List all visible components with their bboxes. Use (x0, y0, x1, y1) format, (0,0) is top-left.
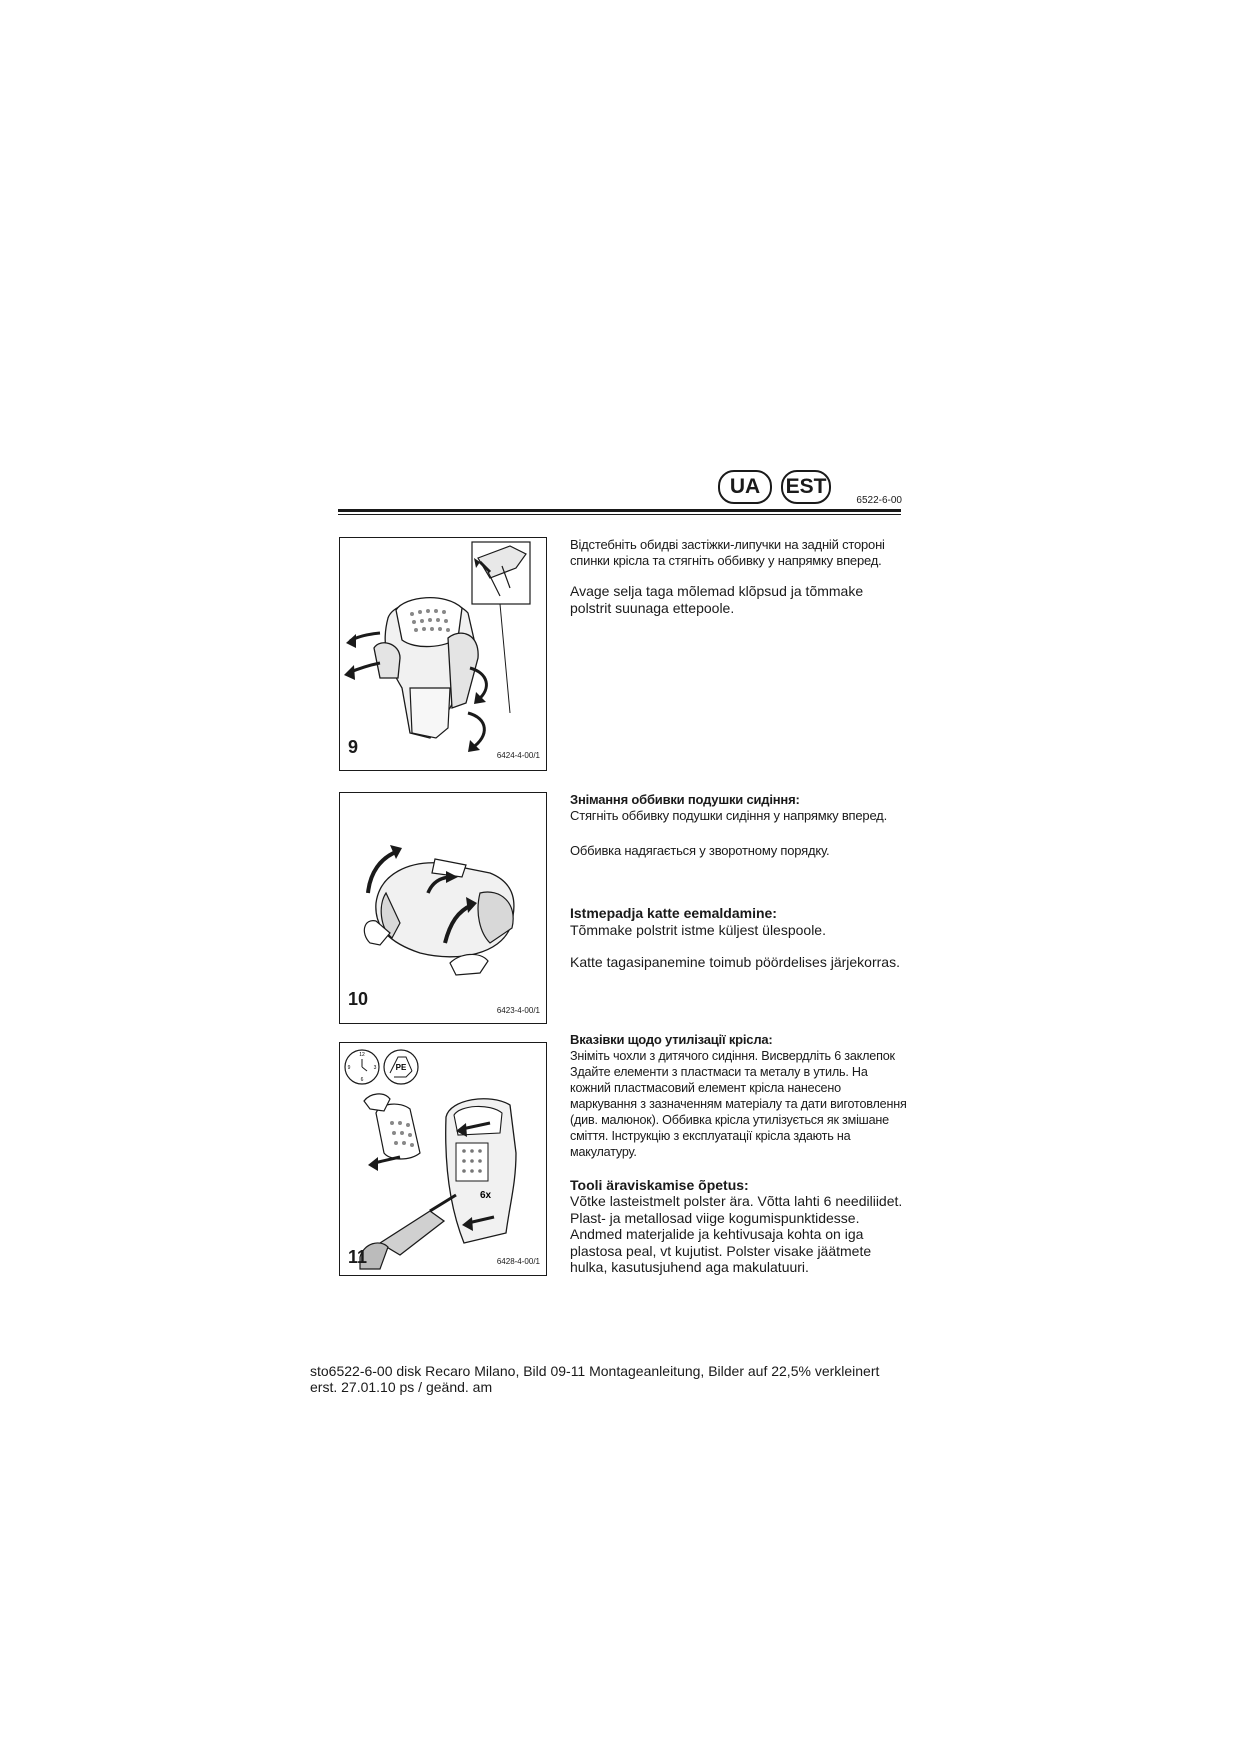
header-rule-thick (338, 509, 901, 512)
language-badge-ua: UA (718, 470, 772, 504)
footer-line-1: sto6522-6-00 disk Recaro Milano, Bild 09-11 Montageanleitung, Bilder auf 22,5% verkleinert (310, 1363, 880, 1379)
figure-number: 11 (348, 1247, 368, 1267)
clock-number: 3 (373, 1065, 377, 1071)
section-10-est-text-2: Katte tagasipanemine toimub pöördelises järjekorras. (570, 954, 900, 970)
section-11-ua-text: Зніміть чохли з дитячого сидіння. Висвердліть 6 заклепок Здайте елементи з пластмаси та металу в утиль. На кожний пластмасовий елемент крісла нанесено маркування з зазначенням матеріалу та дати виготовлення (див. малюнок). Оббивка крісла утилізується як змішане сміття. Інструкцію з експлуатації крісла здають на макулатуру. (570, 1049, 907, 1159)
clock-number: 6 (360, 1077, 364, 1083)
document-code: 6522-6-00 (856, 495, 902, 506)
footer-line-2: erst. 27.01.10 ps / geänd. am (310, 1379, 493, 1395)
seat-cushion-illustration (340, 793, 546, 1023)
clock-number: 9 (347, 1065, 351, 1071)
section-11-ua-title: Вказівки щодо утилізації крісла: (570, 1032, 773, 1047)
section-10-est-text-1: Tõmmake polstrit istme küljest ülespoole. (570, 922, 826, 938)
recycle-label: PE (395, 1063, 407, 1072)
section-10-ua-title: Знімання оббивки подушки сидіння: (570, 792, 800, 807)
section-11-est-title: Tooli äraviskamise õpetus: (570, 1177, 749, 1193)
section-9-est-text: Avage selja taga mõlemad klõpsud ja tõmmake polstrit suunaga ettepoole. (570, 583, 864, 616)
figure-code: 6424-4-00/1 (496, 751, 540, 760)
rivet-count-label: 6x (480, 1190, 492, 1201)
section-10-ua-text-2: Оббивка надягається у зворотному порядку. (570, 843, 830, 858)
figure-number: 9 (348, 737, 359, 757)
figure-9 (339, 537, 547, 771)
footer (310, 1363, 920, 1395)
figure-11 (339, 1042, 547, 1276)
section-10-ua-text-1: Стягніть оббивку подушки сидіння у напрямку вперед. (570, 808, 887, 823)
header-rule-thin (338, 514, 901, 515)
language-badge-est: EST (781, 470, 831, 504)
section-9-ua-text: Відстебніть обидві застіжки-липучки на задній стороні спинки крісла та стягніть оббивку у напрямку вперед. (570, 537, 885, 568)
figure-10 (339, 792, 547, 1024)
seat-backrest-illustration (340, 538, 546, 770)
figure-number: 10 (348, 989, 369, 1009)
section-11-est-text: Võtke lasteistmelt polster ära. Võtta lahti 6 neediliidet. Plast- ja metallosad viige kogumispunktidesse. Andmed materjalide ja kehtivusaja kohta on iga plastosa peal, vt kujutist. Polster visake jäätmete hulka, kasutusjuhend aga makulatuuri. (570, 1193, 903, 1275)
section-10-est-title: Istmepadja katte eemaldamine: (570, 905, 777, 921)
figure-code: 6423-4-00/1 (496, 1006, 540, 1015)
recycling-illustration (340, 1043, 546, 1275)
clock-number: 12 (359, 1052, 365, 1058)
figure-code: 6428-4-00/1 (496, 1257, 540, 1266)
